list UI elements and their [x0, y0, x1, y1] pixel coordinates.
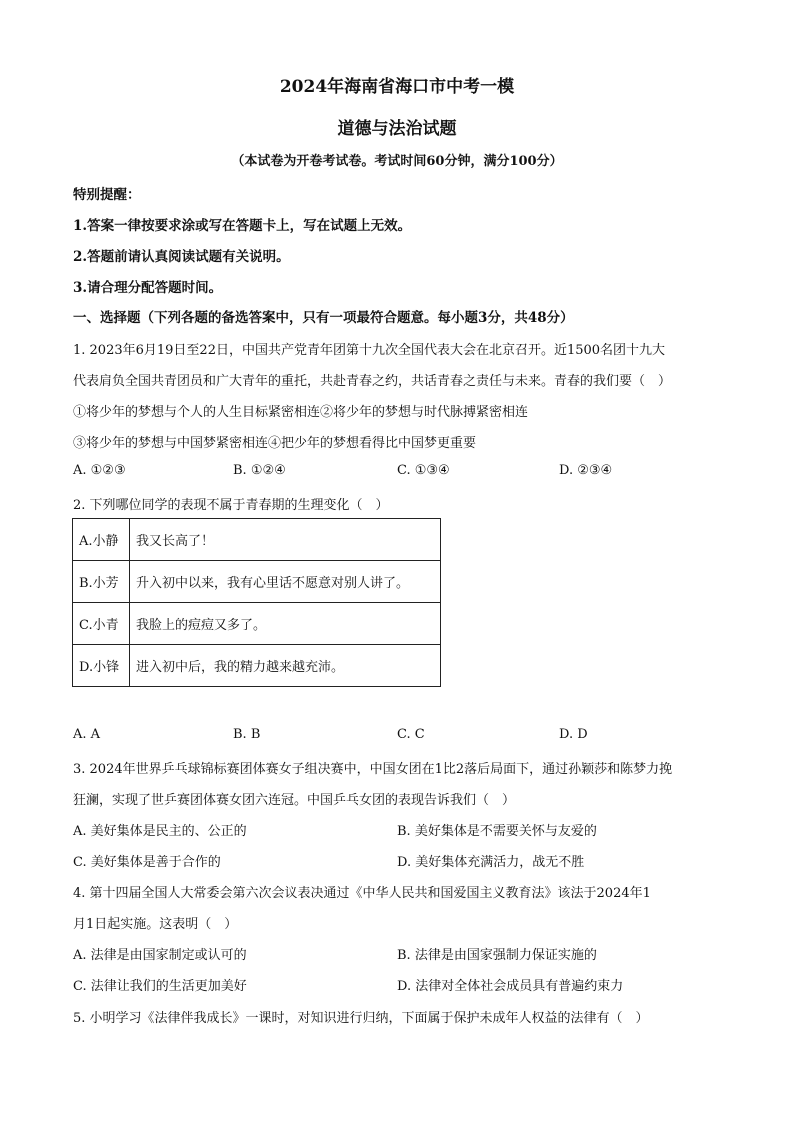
question-1-line: 1. 2023年6月19日至22日，中国共产党青年团第十九次全国代表大会在北京召开。近1500名团十九大	[73, 343, 666, 358]
table-row	[73, 603, 441, 645]
reminder-item: 2.答题前请认真阅读试题有关说明。	[73, 249, 290, 265]
question-3-option-b: B. 美好集体是不需要关怀与友爱的	[397, 824, 597, 839]
student-statement: 进入初中后，我的精力越来越充沛。	[130, 645, 441, 687]
question-3-option-a: A. 美好集体是民主的、公正的	[73, 824, 247, 839]
student-statement: 升入初中以来，我有心里话不愿意对别人讲了。	[130, 561, 441, 603]
reminder-item: 3.请合理分配答题时间。	[73, 280, 223, 296]
student-name: D.小锋	[73, 645, 130, 687]
question-2-option-a: A. A	[73, 727, 101, 742]
question-2-table	[72, 518, 441, 687]
exam-title: 2024年海南省海口市中考一模	[279, 77, 515, 97]
question-3-option-d: D. 美好集体充满活力，战无不胜	[397, 855, 585, 870]
question-2-option-d: D. D	[559, 727, 588, 742]
question-1-option-c: C. ①③④	[397, 463, 450, 478]
student-name: C.小青	[73, 603, 130, 645]
question-2-option-c: C. C	[397, 727, 425, 742]
student-name: B.小芳	[73, 561, 130, 603]
question-4-line: 月1日起实施。这表明（ ）	[73, 917, 238, 932]
question-1-option-d: D. ②③④	[559, 463, 613, 478]
question-4-option-c: C. 法律让我们的生活更加美好	[73, 979, 247, 994]
exam-subtitle: 道德与法治试题	[337, 119, 457, 139]
question-4-option-a: A. 法律是由国家制定或认可的	[73, 948, 247, 963]
question-1-line: ③将少年的梦想与中国梦紧密相连④把少年的梦想看得比中国梦更重要	[73, 436, 477, 451]
table-row	[73, 561, 441, 603]
table-row	[73, 519, 441, 561]
question-1-option-b: B. ①②④	[233, 463, 286, 478]
section-heading: 一、选择题（下列各题的备选答案中，只有一项最符合题意。每小题3分，共48分）	[73, 310, 574, 326]
question-3-line: 狂澜，实现了世乒赛团体赛女团六连冠。中国乒乓女团的表现告诉我们（ ）	[73, 793, 516, 808]
question-4-line: 4. 第十四届全国人大常委会第六次会议表决通过《中华人民共和国爱国主义教育法》该法于2024年1	[73, 886, 651, 901]
table-row	[73, 645, 441, 687]
question-1-option-a: A. ①②③	[73, 463, 126, 478]
student-name: A.小静	[73, 519, 130, 561]
question-2-stem: 2. 下列哪位同学的表现不属于青春期的生理变化（ ）	[73, 498, 389, 513]
exam-note: （本试卷为开卷考试卷。考试时间60分钟，满分100分）	[231, 154, 563, 169]
question-4-option-d: D. 法律对全体社会成员具有普遍约束力	[397, 979, 624, 994]
student-statement: 我脸上的痘痘又多了。	[130, 603, 441, 645]
question-1-line: ①将少年的梦想与个人的人生目标紧密相连②将少年的梦想与时代脉搏紧密相连	[73, 405, 529, 420]
reminder-heading: 特别提醒：	[73, 187, 141, 203]
question-3-line: 3. 2024年世界乒乓球锦标赛团体赛女子组决赛中，中国女团在1比2落后局面下，通过孙颖莎和陈梦力挽	[73, 762, 673, 777]
student-statement: 我又长高了！	[130, 519, 441, 561]
question-2-option-b: B. B	[233, 727, 261, 742]
question-5-stem: 5. 小明学习《法律伴我成长》一课时，对知识进行归纳，下面属于保护未成年人权益的法律有（ ）	[73, 1011, 649, 1026]
question-3-option-c: C. 美好集体是善于合作的	[73, 855, 221, 870]
question-1-line: 代表肩负全国共青团员和广大青年的重托，共赴青春之约，共话青春之责任与未来。青春的我们要（ ）	[73, 374, 672, 389]
reminder-item: 1.答案一律按要求涂或写在答题卡上，写在试题上无效。	[73, 218, 412, 234]
question-4-option-b: B. 法律是由国家强制力保证实施的	[397, 948, 597, 963]
